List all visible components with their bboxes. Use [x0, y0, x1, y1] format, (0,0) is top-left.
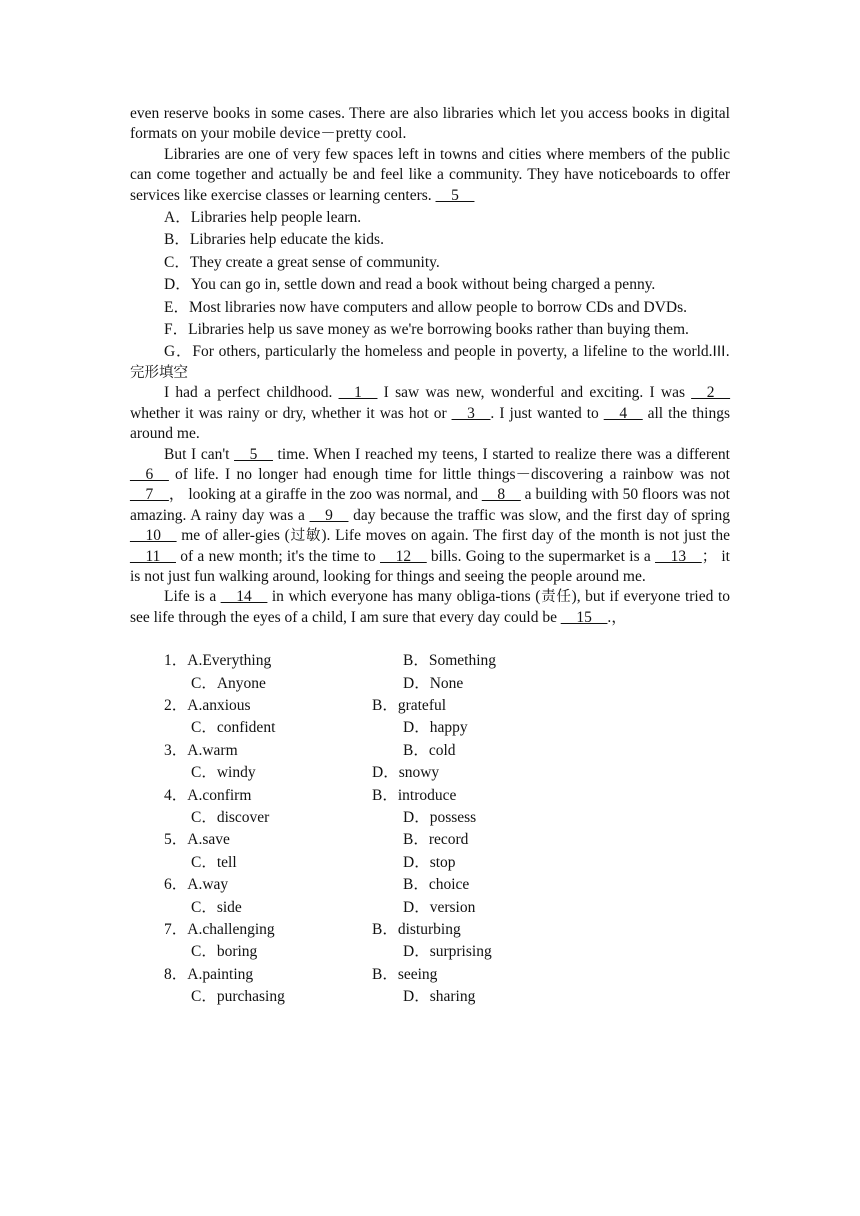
choice-row: 3．A.warm B．cold — [164, 741, 456, 759]
blank-2: __2__ — [691, 384, 731, 402]
cloze-paragraph-2: But I can't __5__ time. When I reached my teens, I started to realize there was a different __6__ of life. I no longer had enough time for little things－discovering a rainbow was not __7__， looking at a giraffe in the zoo was normal, and __8__ a building with 50 floors was not amazing. A rainy day was a __9__ day because the traffic was slow, and the first day of spring __10__ me of aller-gies (过敏). Life moves on again. The first day of the month is not just the __11__ of a new month; it's the time to __12__ bills. Going to the supermarket is a __13__； it is not just fun walking around, looking for things and seeing the people around me. — [130, 445, 730, 585]
blank-5: __5__ — [234, 445, 273, 463]
option-e: E．Most libraries now have computers and allow people to borrow CDs and DVDs. — [164, 298, 688, 316]
blank-7: __7__ — [130, 486, 169, 504]
option-b: B．Libraries help educate the kids. — [164, 231, 384, 249]
blank-9: __9__ — [309, 506, 349, 524]
choice-row: C．side D．version — [191, 898, 476, 916]
cloze-paragraph-3: Life is a __14__ in which everyone has many obliga-tions (责任), but if everyone tried to see life through the eyes of a child, I am sure that every day could be __15__.， — [130, 588, 731, 626]
choice-row: C．confident D．happy — [191, 719, 468, 737]
blank-14: __14__ — [220, 588, 268, 606]
blank-4: __4__ — [603, 404, 643, 422]
choices-list — [130, 650, 730, 1009]
choice-row: 5．A.save B．record — [164, 831, 469, 849]
choice-row: 4．A.confirm B．introduce — [164, 786, 457, 804]
option-d: D．You can go in, settle down and read a book without being charged a penny. — [164, 276, 656, 294]
passage-paragraph: even reserve books in some cases. There are also libraries which let you access books in digital formats on your mobile device－pretty cool. — [130, 105, 730, 143]
choice-row: C．discover D．possess — [191, 809, 477, 826]
choice-row: 8．A.painting B．seeing — [164, 965, 438, 983]
blank-8: __8__ — [481, 486, 521, 504]
choice-row: C．windy D．snowy — [191, 764, 440, 782]
choice-row: C．purchasing D．sharing — [191, 988, 476, 1006]
blank-1: __1__ — [338, 384, 378, 402]
passage-paragraph: Libraries are one of very few spaces left in towns and cities where members of the public can come together and actually be and feel like a community. They have noticeboards to offer services like exercise classes or learning centers. __5__ — [130, 145, 730, 204]
choice-row: 1．A.Everything B．Something — [164, 652, 497, 670]
blank-15: __15__ — [560, 608, 608, 626]
blank-3: __3__ — [451, 404, 491, 422]
blank-12: __12__ — [380, 547, 427, 565]
option-c: C．They create a great sense of community. — [164, 253, 440, 271]
blank-13: __13__ — [655, 547, 702, 565]
cloze-paragraph-1: I had a perfect childhood. __1__ I saw was new, wonderful and exciting. I was __2__ whether it was rainy or dry, whether it was hot or __3__. I just wanted to __4__ all the things around me. — [130, 384, 731, 443]
choice-row: C．boring D．surprising — [191, 943, 492, 961]
gloss-allergy: 过敏 — [289, 528, 322, 545]
choice-row: 6．A.way B．choice — [164, 876, 470, 894]
blank-11: __11__ — [130, 547, 176, 565]
choice-row: 2．A.anxious B．grateful — [164, 696, 447, 714]
gloss-obligations: 责任 — [540, 589, 572, 606]
blank-6: __6__ — [130, 465, 169, 483]
option-a: A．Libraries help people learn. — [164, 209, 362, 227]
option-f: F．Libraries help us save money as we're borrowing books rather than buying them. — [164, 321, 689, 339]
blank-5: __5__ — [435, 186, 475, 204]
choice-row: C．Anyone D．None — [191, 674, 464, 692]
document-content — [130, 104, 730, 1009]
section-title: III.完形填空 — [130, 344, 730, 381]
choice-row: 7．A.challenging B．disturbing — [164, 921, 461, 939]
blank-10: __10__ — [130, 527, 177, 545]
choice-row: C．tell D．stop — [191, 853, 456, 871]
option-g: G．For others, particularly the homeless and people in poverty, a lifeline to the world.III.完形填空 — [130, 343, 730, 381]
